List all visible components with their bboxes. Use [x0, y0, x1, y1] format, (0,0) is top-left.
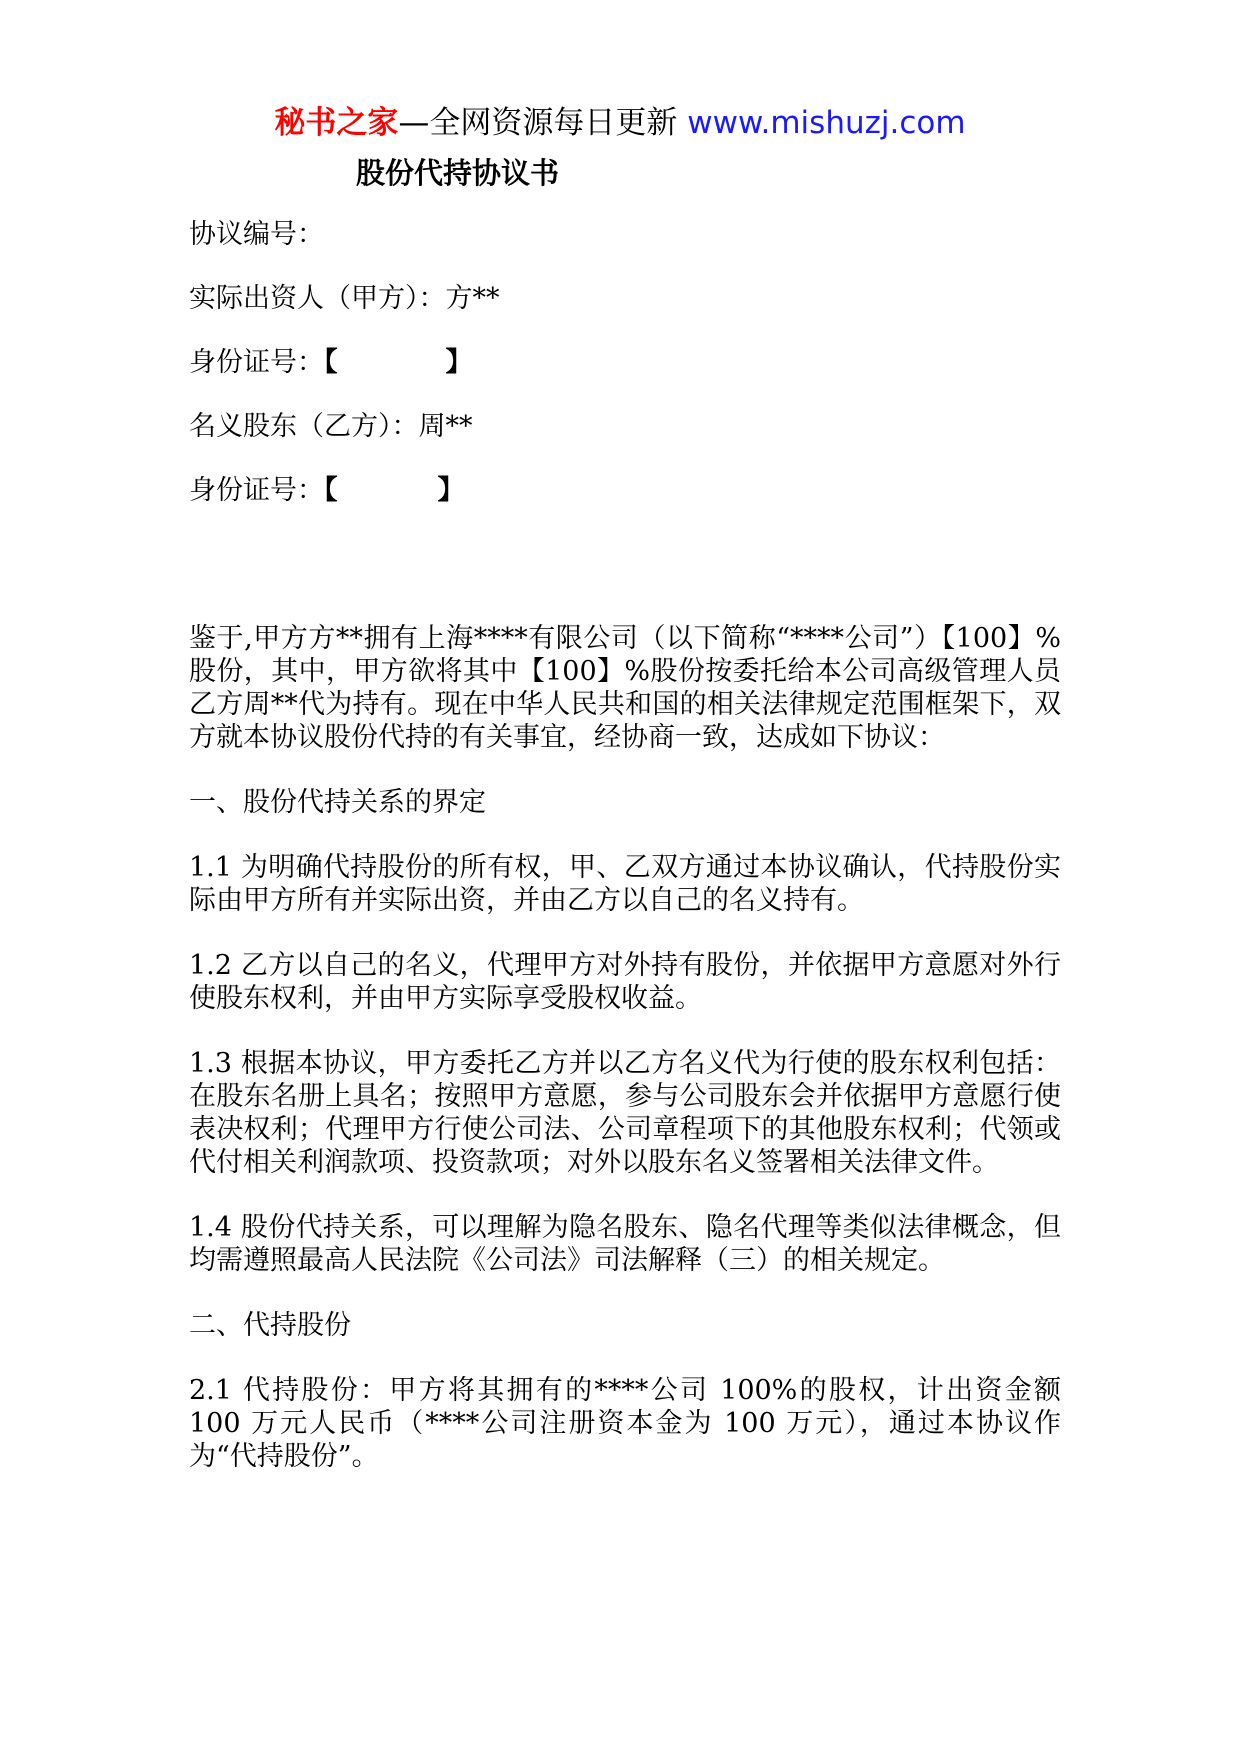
party-a-id-field — [189, 346, 1061, 379]
party-b-field — [189, 410, 1061, 443]
party-a-label: 实际出资人（甲方）： — [189, 283, 446, 314]
party-a-value: 方** — [445, 283, 500, 314]
watermark-brand: 秘书之家 — [274, 105, 399, 141]
watermark-tagline: —全网资源每日更新 — [398, 105, 688, 141]
party-b-label: 名义股东（乙方）： — [189, 411, 419, 442]
section-2-heading: 二、代持股份 — [189, 1310, 351, 1341]
party-b-id-label: 身份证号： — [189, 475, 324, 506]
clause-1-4: 1.4 股份代持关系，可以理解为隐名股东、隐名代理等类似法律概念，但均需遵照最高人民法院《公司法》司法解释（三）的相关规定。 — [189, 1212, 1061, 1276]
watermark-header — [0, 103, 1240, 143]
party-a-id-open-bracket: 【 — [324, 347, 338, 378]
clause-1-1: 1.1 为明确代持股份的所有权，甲、乙双方通过本协议确认，代持股份实际由甲方所有并实际出资，并由乙方以自己的名义持有。 — [189, 852, 1061, 916]
clause-1-2: 1.2 乙方以自己的名义，代理甲方对外持有股份，并依据甲方意愿对外行使股东权利，并由甲方实际享受股权收益。 — [189, 950, 1061, 1014]
document-title: 股份代持协议书 — [356, 156, 560, 190]
clause-2-1: 2.1 代持股份：甲方将其拥有的****公司 100%的股权，计出资金额 100 万元人民币（****公司注册资本金为 100 万元），通过本协议作为“代持股份”。 — [189, 1375, 1061, 1472]
party-a-id-close-bracket: 】 — [445, 347, 473, 378]
party-a-id-label: 身份证号： — [189, 347, 324, 378]
watermark-url[interactable]: www.mishuzj.com — [687, 105, 966, 141]
blank-space — [189, 538, 1061, 622]
party-b-id-close-bracket: 】 — [437, 475, 465, 506]
document-body — [189, 218, 1061, 1505]
party-b-id-open-bracket: 【 — [324, 475, 338, 506]
agreement-number-label: 协议编号： — [189, 219, 324, 250]
party-b-id-field — [189, 474, 1061, 507]
preamble-paragraph: 鉴于,甲方方**拥有上海****有限公司（以下简称“****公司”）【100】%股份，其中，甲方欲将其中【100】%股份按委托给本公司高级管理人员乙方周**代为持有。现在中华人民共和国的相关法律规定范围框架下，双方就本协议股份代持的有关事宜，经协商一致，达成如下协议： — [189, 623, 1061, 753]
party-b-value: 周** — [418, 411, 473, 442]
clause-1-3: 1.3 根据本协议，甲方委托乙方并以乙方名义代为行使的股东权利包括：在股东名册上具名；按照甲方意愿，参与公司股东会并依据甲方意愿行使表决权利；代理甲方行使公司法、公司章程项下的其他股东权利；代领或代付相关利润款项、投资款项；对外以股东名义签署相关法律文件。 — [189, 1048, 1061, 1178]
agreement-number-field — [189, 218, 1061, 251]
party-a-field — [189, 282, 1061, 315]
section-1-heading: 一、股份代持关系的界定 — [189, 787, 486, 818]
